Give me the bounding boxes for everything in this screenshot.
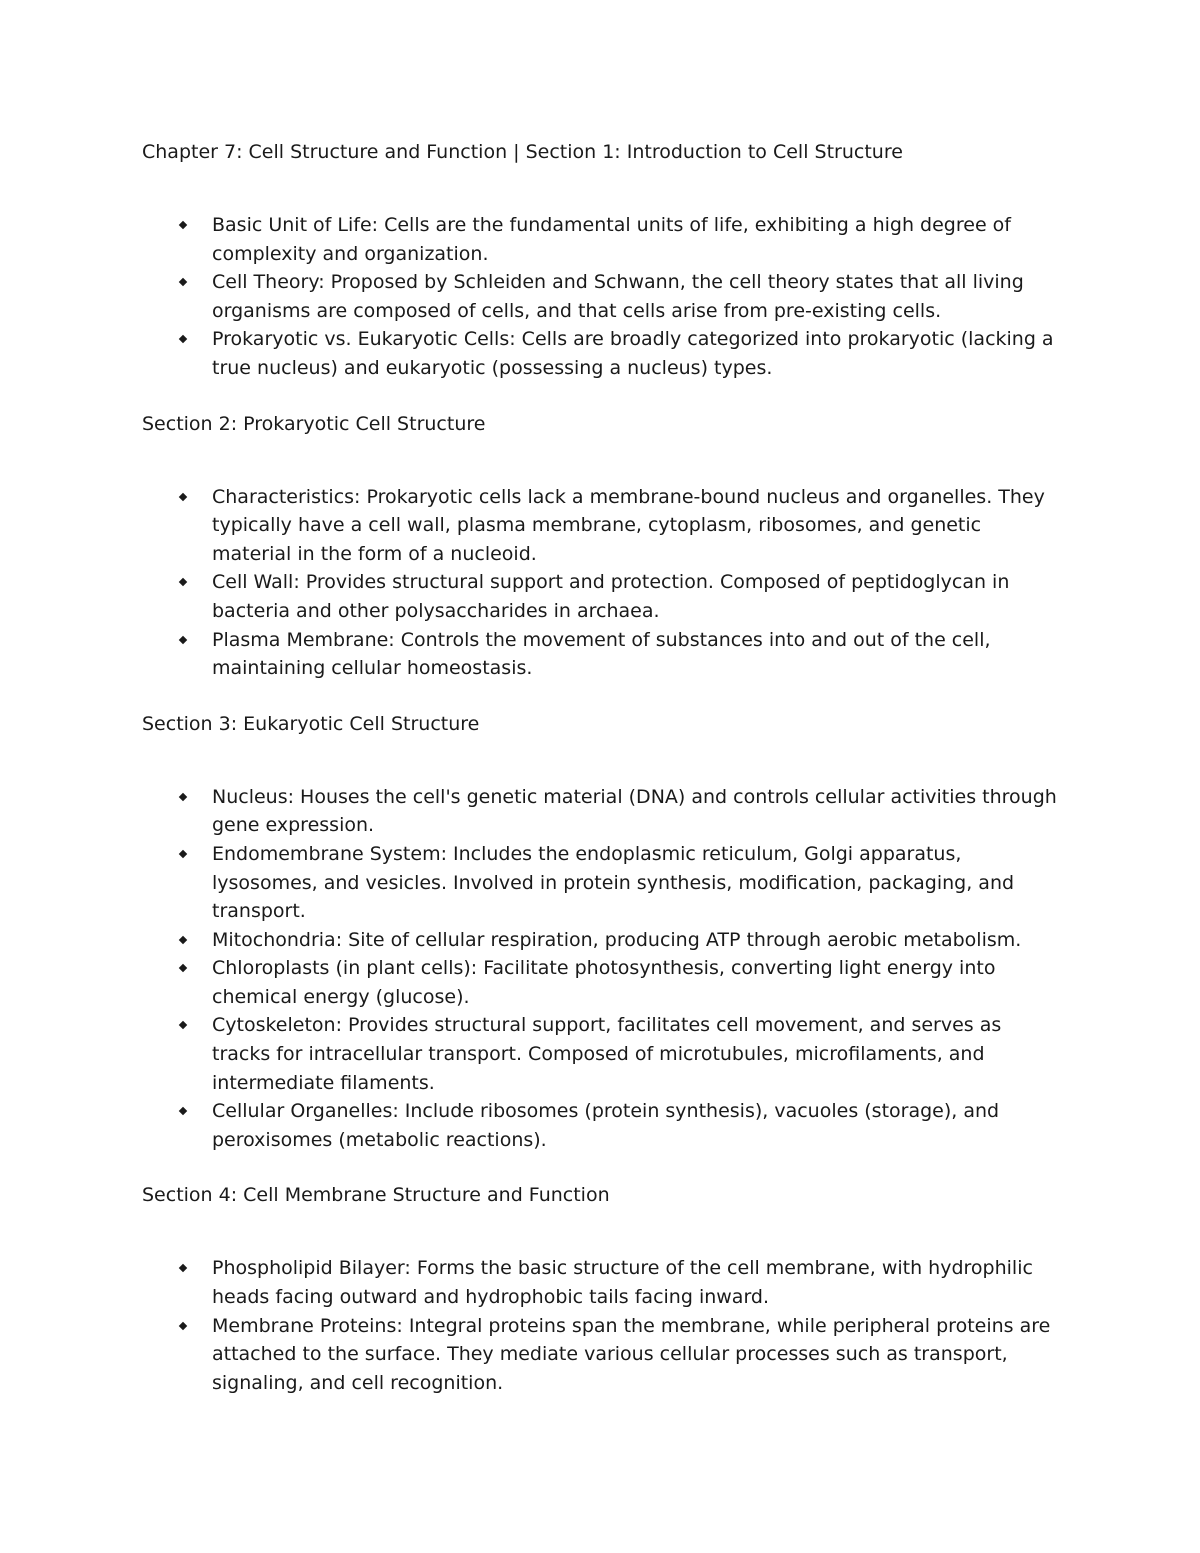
list-item — [142, 325, 1062, 382]
list-item — [142, 568, 1062, 625]
list-item — [142, 1254, 1062, 1311]
section-1 — [142, 138, 1062, 383]
list-item-text: Cell Wall: Provides structural support and protection. Composed of peptidoglycan in bacteria and other polysaccharides in archaea. — [212, 571, 1010, 622]
diamond-bullet-icon — [179, 1107, 187, 1115]
list-item-text: Cell Theory: Proposed by Schleiden and Schwann, the cell theory states that all living organisms are composed of cells, and that cells arise from pre-existing cells. — [212, 271, 1024, 322]
list-item-text: Cellular Organelles: Include ribosomes (protein synthesis), vacuoles (storage), and peroxisomes (metabolic reactions). — [212, 1100, 1000, 1151]
list-item-text: Membrane Proteins: Integral proteins span the membrane, while peripheral proteins are attached to the surface. They mediate various cellular processes such as transport, signaling, and cell recognition. — [212, 1314, 1051, 1394]
diamond-bullet-icon — [179, 850, 187, 858]
list-item — [142, 211, 1062, 268]
section-2-list — [142, 483, 1062, 683]
diamond-bullet-icon — [179, 335, 187, 343]
diamond-bullet-icon — [179, 792, 187, 800]
diamond-bullet-icon — [179, 1321, 187, 1329]
chapter-heading: Chapter 7: Cell Structure and Function | Section 1: Introduction to Cell Structure — [142, 141, 903, 163]
section-3 — [142, 710, 1062, 1155]
diamond-bullet-icon — [179, 964, 187, 972]
list-item — [142, 783, 1062, 840]
diamond-bullet-icon — [179, 278, 187, 286]
list-item — [142, 926, 1062, 955]
diamond-bullet-icon — [179, 1021, 187, 1029]
document-page — [142, 138, 1062, 1397]
diamond-bullet-icon — [179, 1264, 187, 1272]
list-item-text: Mitochondria: Site of cellular respiration, producing ATP through aerobic metabolism. — [212, 928, 1022, 951]
section-heading: Section 3: Eukaryotic Cell Structure — [142, 712, 480, 735]
list-item — [142, 1097, 1062, 1154]
section-4-list — [142, 1254, 1062, 1397]
section-3-list — [142, 783, 1062, 1155]
list-item-text: Endomembrane System: Includes the endoplasmic reticulum, Golgi apparatus, lysosomes, and vesicles. Involved in protein synthesis, modification, packaging, and transport. — [212, 842, 1015, 923]
list-item-text: Basic Unit of Life: Cells are the fundamental units of life, exhibiting a high degree of complexity and organization. — [212, 214, 1011, 265]
list-item — [142, 626, 1062, 683]
diamond-bullet-icon — [179, 935, 187, 943]
list-item-text: Characteristics: Prokaryotic cells lack a membrane-bound nucleus and organelles. They typically have a cell wall, plasma membrane, cytoplasm, ribosomes, and genetic material in the form of a nucleoid. — [212, 485, 1045, 565]
diamond-bullet-icon — [179, 221, 187, 229]
section-4 — [142, 1181, 1062, 1397]
list-item-text: Prokaryotic vs. Eukaryotic Cells: Cells are broadly categorized into prokaryotic (lacking a true nucleus) and eukaryotic (possessing a nucleus) types. — [212, 328, 1054, 379]
section-heading: Section 4: Cell Membrane Structure and Function — [142, 1184, 610, 1207]
section-heading: Section 2: Prokaryotic Cell Structure — [142, 412, 486, 435]
list-item — [142, 1011, 1062, 1097]
diamond-bullet-icon — [179, 635, 187, 643]
list-item — [142, 268, 1062, 325]
list-item-text: Chloroplasts (in plant cells): Facilitate photosynthesis, converting light energy into chemical energy (glucose). — [212, 957, 996, 1008]
section-2 — [142, 410, 1062, 683]
list-item — [142, 840, 1062, 926]
list-item-text: Plasma Membrane: Controls the movement of substances into and out of the cell, maintaining cellular homeostasis. — [212, 628, 991, 680]
list-item — [142, 954, 1062, 1011]
list-item-text: Cytoskeleton: Provides structural support, facilitates cell movement, and serves as tracks for intracellular transport. Composed of microtubules, microfilaments, and intermediate filaments. — [212, 1014, 1002, 1094]
list-item — [142, 1312, 1062, 1398]
list-item-text: Phospholipid Bilayer: Forms the basic structure of the cell membrane, with hydrophilic heads facing outward and hydrophobic tails facing inward. — [212, 1257, 1033, 1309]
diamond-bullet-icon — [179, 492, 187, 500]
diamond-bullet-icon — [179, 578, 187, 586]
list-item-text: Nucleus: Houses the cell's genetic material (DNA) and controls cellular activities through gene expression. — [212, 785, 1057, 837]
list-item — [142, 483, 1062, 569]
section-1-list — [142, 211, 1062, 383]
